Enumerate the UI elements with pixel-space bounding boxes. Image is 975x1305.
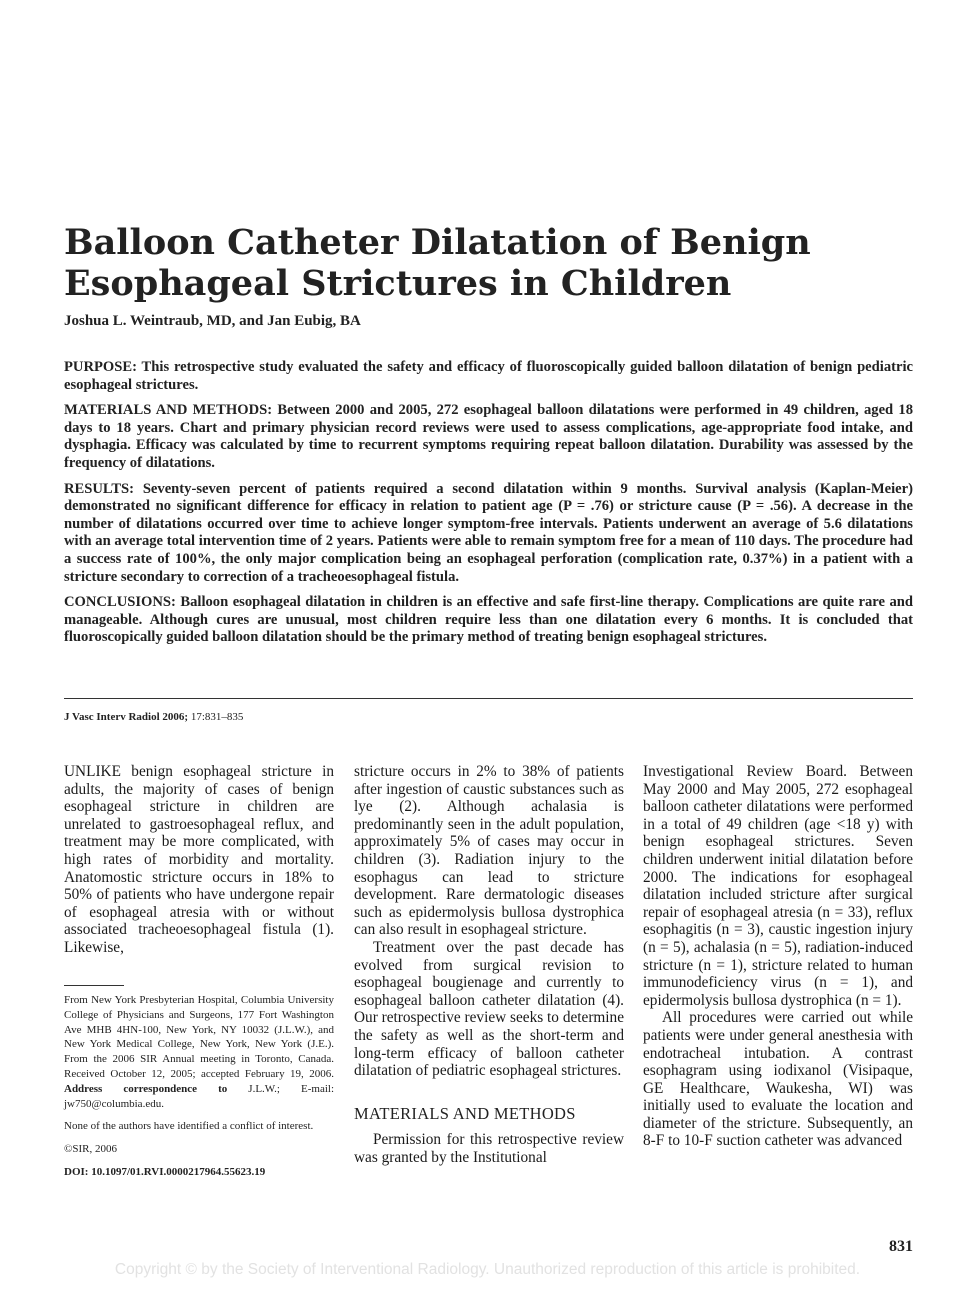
abstract-divider: [64, 698, 913, 699]
body-paragraph: Treatment over the past decade has evolved from surgical revision to esophageal bougienage and currently to esophageal balloon catheter dilatation (4). Our retrospective review seeks to determine the safety as well as the short-term and long-term efficacy of balloon catheter dilatation of pediatric esophageal strictures.: [354, 938, 624, 1080]
section-heading: MATERIALS AND METHODS: [354, 1103, 576, 1123]
results-text: Seventy-seven percent of patients required a second dilatation within 9 months. Survival analysis (Kaplan-Meier) demonstrated no significant difference for efficacy in relation to patient age (P = .76) or stricture cause (P = .56). A decrease in the number of dilatations occurred over time to achieve longer symptom-free intervals. Patients underwent an average of 5.6 dilatations with an average total intervention time of 2 years. Patients were able to remain symptom free for a mean of 110 days. The procedure had a success rate of 100%, the only major complication being an esophageal perforation (complication rate, 0.37%) in a patient with a stricture secondary to correction of a tracheoesophageal fistula.: [64, 480, 913, 585]
body-column-3: [643, 763, 913, 1150]
sir-copyright: ©SIR, 2006: [64, 1143, 117, 1156]
methods-text: Between 2000 and 2005, 272 esophageal balloon dilatations were performed in 49 children, aged 18 days to 18 years. Chart and primary physician record reviews were used to assess complications, age-appropriate food intake, and dysphagia. Efficacy was calculated by time to recurrent symptoms requiring repeat balloon dilatation. Durability was assessed by the frequency of dilatations.: [64, 402, 914, 471]
methods-label: MATERIALS AND METHODS:: [64, 402, 273, 419]
citation-volume: 17:831–835: [190, 711, 244, 723]
affiliation-note: [64, 993, 334, 1111]
results-label: RESULTS:: [64, 480, 135, 497]
article-title: Balloon Catheter Dilatation of Benign Esophageal Strictures in Children: [64, 222, 811, 304]
footnote-divider: [64, 985, 124, 986]
body-paragraph: Permission for this retrospective review was granted by the Institutional: [354, 1131, 624, 1166]
body-paragraph: UNLIKE benign esophageal stricture in adults, the majority of cases of benign esophageal stricture in children are unrelated to gastroesophageal reflux, and treatment may be more complicated, with high rates of morbidity and mortality. Anatomostic stricture occurs in 18% to 50% of patients who have undergone repair of esophageal atresia with or without associated tracheoesophageal fistula (1). Likewise,: [64, 763, 334, 956]
citation-journal: J Vasc Interv Radiol 2006;: [64, 711, 189, 723]
body-paragraph: All procedures were carried out while patients were under general anesthesia with endotracheal intubation. A contrast esophagram using iodixanol (Visipaque, GE Healthcare, Waukesha, WI) was initially used to evaluate the location and diameter of the stricture. Subsequently, an 8-F to 10-F suction catheter was advanced: [643, 1009, 913, 1150]
correspondence-label: Address correspondence to: [64, 1082, 228, 1095]
copyright-notice: Copyright © by the Society of Interventional Radiology. Unauthorized reproduction of this article is prohibited.: [114, 1261, 861, 1278]
abstract-results: [64, 481, 913, 587]
body-column-2: [354, 763, 624, 1166]
page-number: 831: [889, 1238, 913, 1255]
body-paragraph: Investigational Review Board. Between May 2000 and May 2005, 272 esophageal balloon catheter dilatations were performed in a total of 49 children (age <18 y) with benign esophageal strictures. Seven children underwent initial dilatation before 2000. The indications for esophageal dilatation included stricture after surgical repair of esophageal atresia (n = 33), reflux esophagitis (n = 3), caustic ingestion injury (n = 5), achalasia (n = 5), radiation-induced stricture (n = 1), stricture related to human immunodeficiency virus (n = 1), and epidermolysis bullosa dystrophica (n = 1).: [643, 763, 913, 1009]
purpose-text: This retrospective study evaluated the safety and efficacy of fluoroscopically guided balloon dilatation of benign pediatric esophageal strictures.: [64, 359, 913, 393]
journal-citation: [64, 711, 243, 723]
abstract: [64, 359, 913, 655]
affiliation-text: From New York Presbyterian Hospital, Columbia University College of Physicians and Surgeons, 177 Fort Washington Ave MHB 4HN-100, New York, NY 10032 (J.L.W.), and New York Medical College, New York, New York (J.E.). From the 2006 SIR Annual meeting in Toronto, Canada. Received October 12, 2005; accepted February 19, 2006.: [64, 994, 334, 1080]
conclusions-label: CONCLUSIONS:: [64, 594, 176, 611]
doi: DOI: 10.1097/01.RVI.0000217964.55623.19: [64, 1165, 266, 1178]
conflict-note: None of the authors have identified a conflict of interest.: [64, 1120, 314, 1133]
body-paragraph: stricture occurs in 2% to 38% of patients after ingestion of caustic substances such as lye (2). Although achalasia is predominantly seen in the adult population, approximately 5% of cases may occur in children (3). Radiation injury to the esophagus can lead to stricture development. Rare dermatologic diseases such as epidermolysis bullosa dystrophica can also result in esophageal stricture.: [354, 763, 624, 939]
body-column-1: [64, 763, 334, 957]
conclusions-text: Balloon esophageal dilatation in children is an effective and safe first-line therapy. Complications are quite rare and manageable. Although cures are unusual, most children require less than one dilatation every 6 months. It is concluded that fluoroscopically guided balloon dilatation should be the primary method of treating benign esophageal strictures.: [64, 594, 913, 646]
abstract-purpose: [64, 359, 913, 394]
footnotes: [64, 993, 334, 1188]
correspondence-text: J.L.W.; E-mail: jw750@columbia.edu.: [64, 1082, 334, 1110]
abstract-methods: [64, 402, 913, 472]
abstract-conclusions: [64, 594, 913, 647]
author-list: Joshua L. Weintraub, MD, and Jan Eubig, BA: [64, 313, 361, 329]
purpose-label: PURPOSE:: [64, 359, 137, 375]
